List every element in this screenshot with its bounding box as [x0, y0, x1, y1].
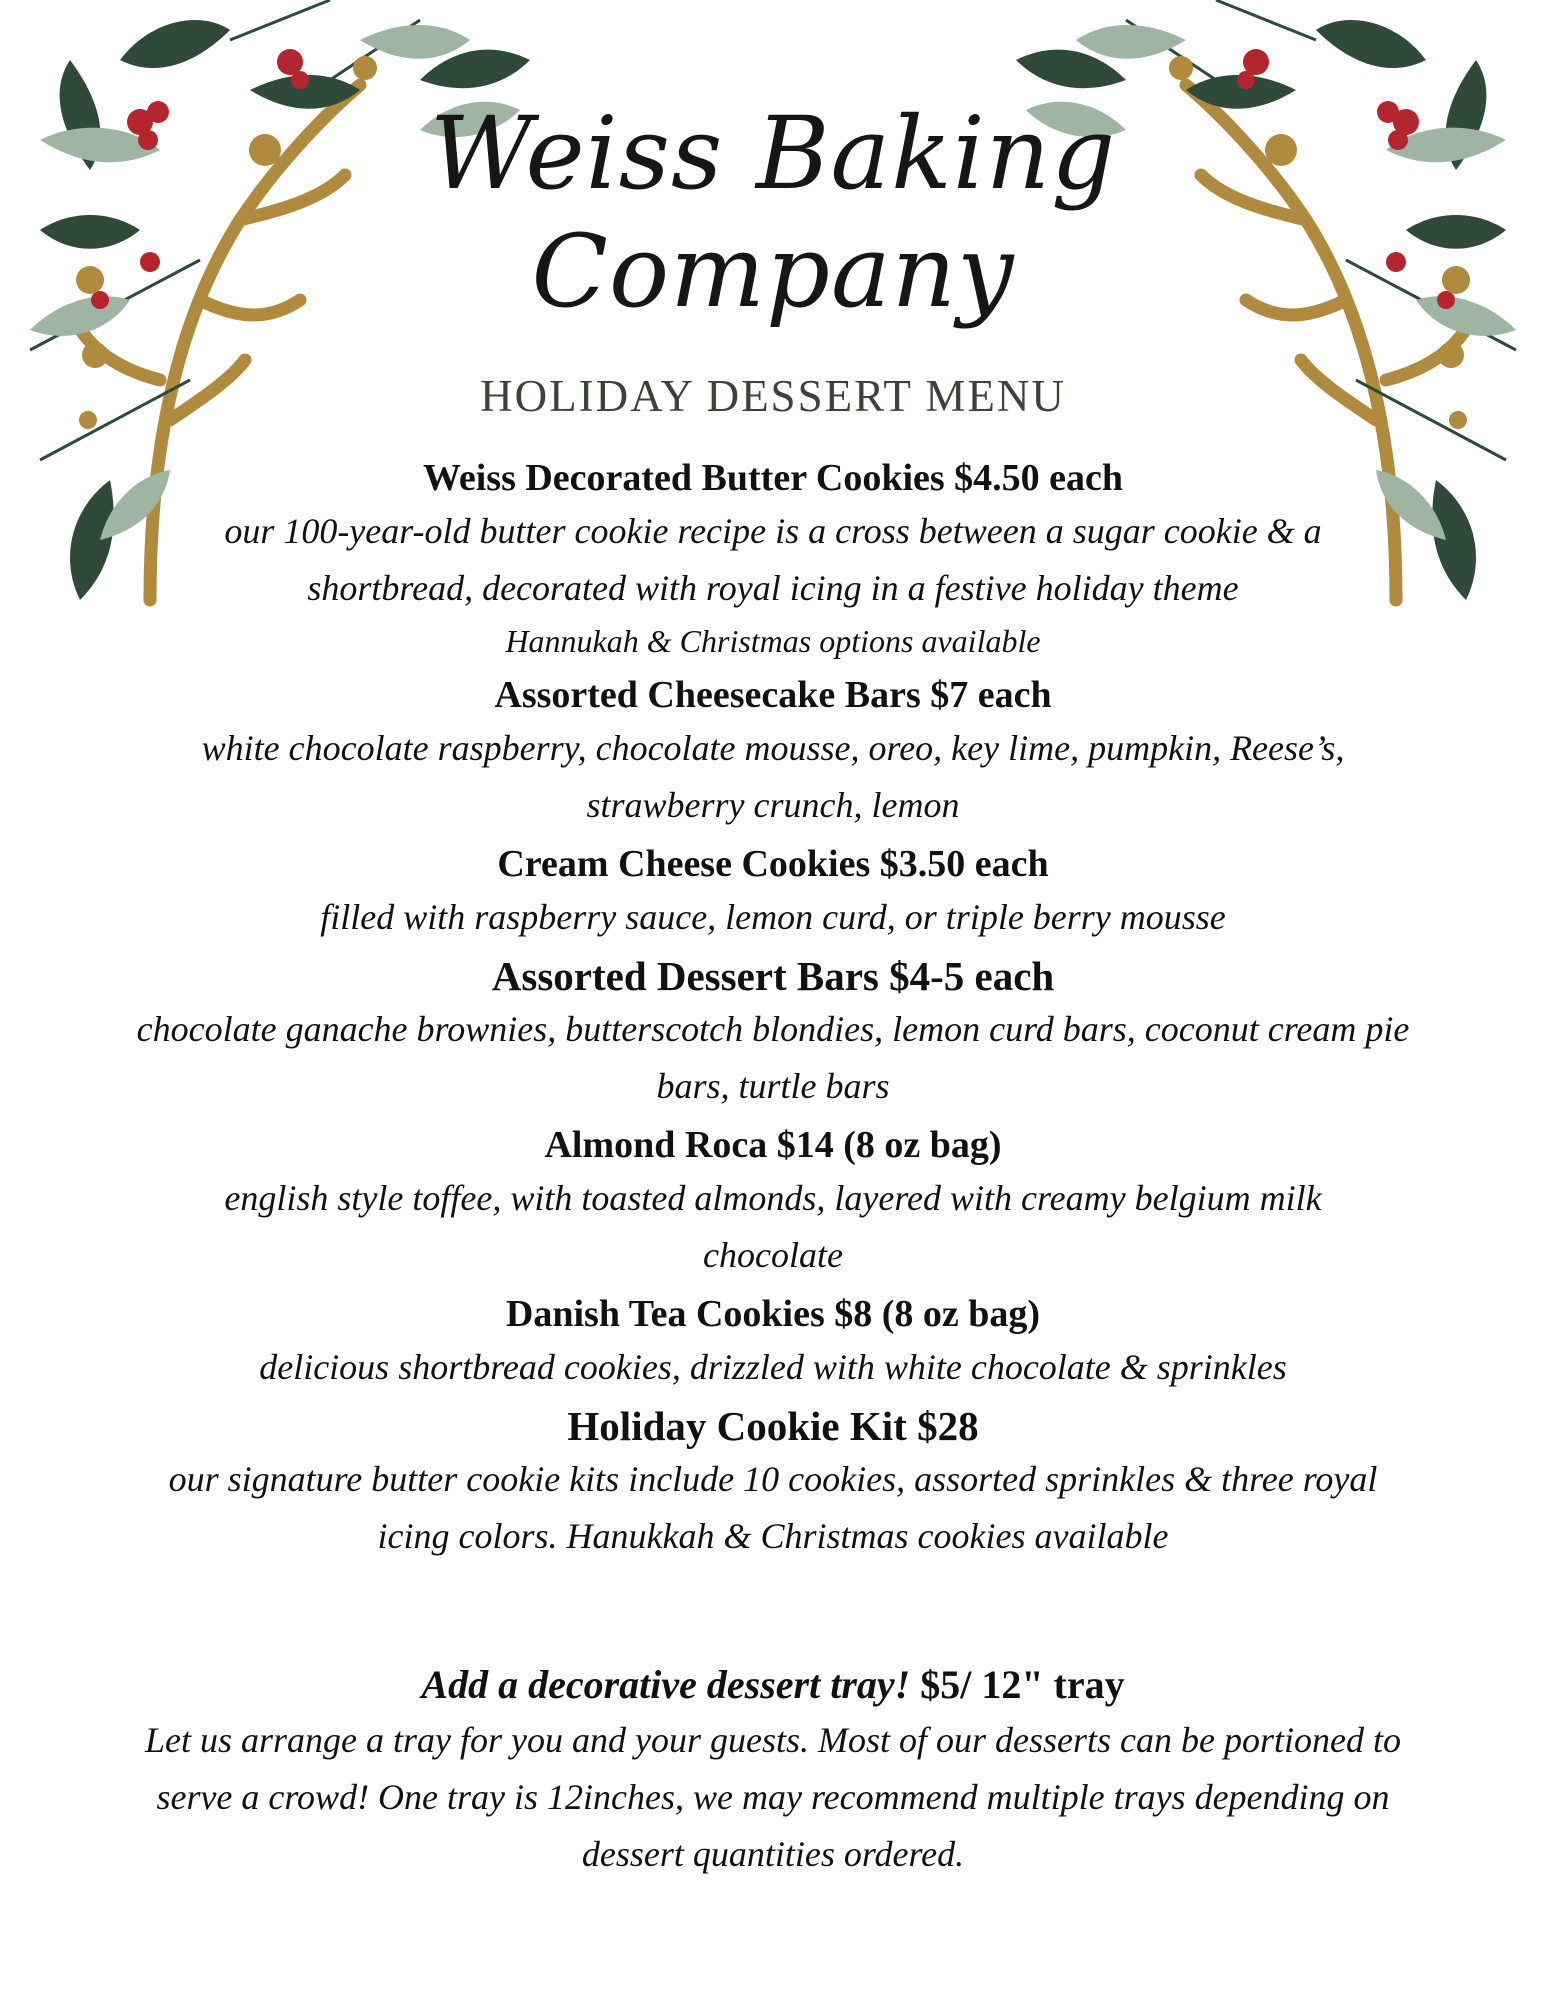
item-name: Holiday Cookie Kit $28	[567, 1403, 979, 1449]
item-name: Assorted Cheesecake Bars $7 each	[494, 674, 1052, 716]
tray-description: Let us arrange a tray for you and your guests. Most of our desserts can be portioned to serve a crowd! One tray is 12inches, we may recommend multiple trays depending on dessert quantities ordered.	[145, 1720, 1401, 1874]
menu-item	[130, 951, 1416, 1115]
menu-item	[130, 1120, 1416, 1284]
item-description: white chocolate raspberry, chocolate mousse, oreo, key lime, pumpkin, Reese’s, strawberry crunch, lemon	[201, 728, 1345, 825]
menu-item	[130, 453, 1416, 665]
brand-line-2: Company	[531, 213, 1015, 330]
item-name: Almond Roca $14 (8 oz bag)	[544, 1124, 1002, 1166]
menu-item	[130, 1289, 1416, 1396]
menu-item	[130, 670, 1416, 834]
item-description: delicious shortbread cookies, drizzled with white chocolate & sprinkles	[259, 1347, 1287, 1387]
menu-item	[130, 839, 1416, 946]
item-name: Danish Tea Cookies $8 (8 oz bag)	[505, 1293, 1041, 1335]
item-description: our signature butter cookie kits include 10 cookies, assorted sprinkles & three royal icing colors. Hanukkah & Christmas cookies available	[168, 1459, 1378, 1556]
item-name: Assorted Dessert Bars $4-5 each	[491, 953, 1055, 999]
item-description: our 100-year-old butter cookie recipe is a cross between a sugar cookie & a shortbread, decorated with royal icing in a festive holiday theme	[224, 511, 1322, 608]
item-name: Cream Cheese Cookies $3.50 each	[497, 843, 1049, 885]
item-description: chocolate ganache brownies, butterscotch blondies, lemon curd bars, coconut cream pie bars, turtle bars	[136, 1009, 1410, 1106]
brand-logo	[0, 95, 1546, 331]
item-name: Weiss Decorated Butter Cookies $4.50 each	[422, 457, 1124, 499]
item-description: english style toffee, with toasted almonds, layered with creamy belgium milk chocolate	[224, 1178, 1322, 1275]
menu-list	[130, 448, 1416, 1565]
item-note: Hannukah & Christmas options available	[505, 623, 1041, 659]
menu-item	[130, 1401, 1416, 1565]
tray-section	[130, 1658, 1416, 1883]
item-description: filled with raspberry sauce, lemon curd, or triple berry mousse	[320, 897, 1226, 937]
tray-lead: Add a decorative dessert tray!	[421, 1662, 911, 1707]
brand-line-1: Weiss Baking	[429, 95, 1117, 212]
tray-heading	[130, 1658, 1416, 1712]
tray-price: $5/ 12" tray	[910, 1662, 1125, 1707]
menu-title: HOLIDAY DESSERT MENU	[480, 371, 1066, 421]
